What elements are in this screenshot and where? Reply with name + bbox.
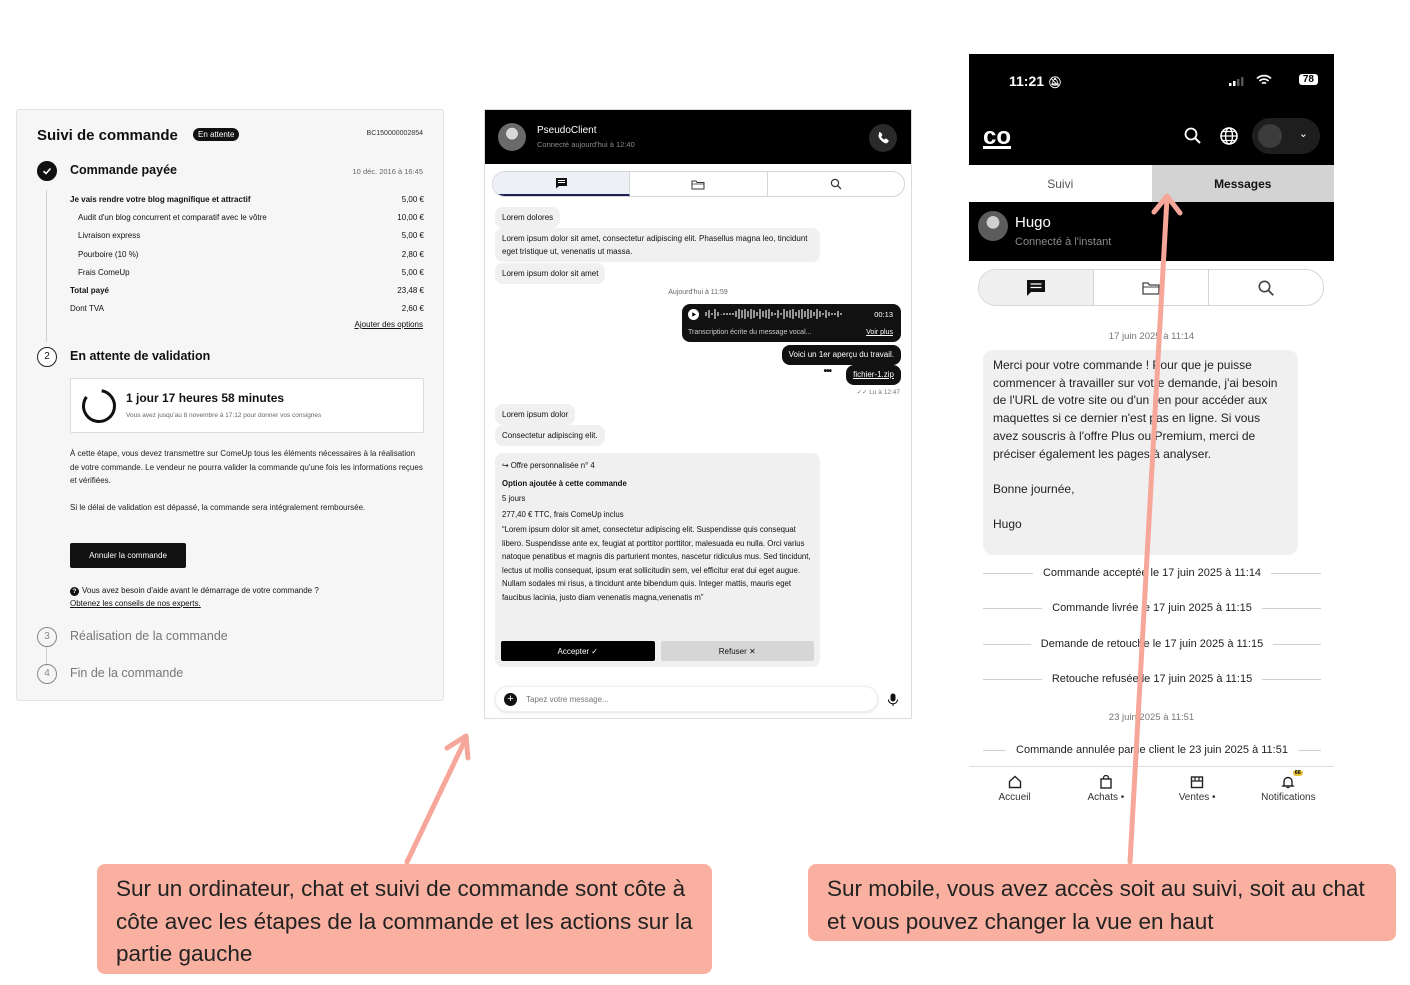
caption-desktop: Sur un ordinateur, chat et suivi de commande sont côte à côte avec les étapes de la commande et les actions sur la partie gauche bbox=[97, 864, 712, 974]
view-switch-tabs bbox=[969, 165, 1334, 202]
chat-tabs bbox=[978, 269, 1324, 306]
folder-icon bbox=[1142, 281, 1160, 295]
microphone-icon[interactable] bbox=[887, 693, 899, 707]
custom-offer-card bbox=[495, 453, 820, 667]
message-bubble: Merci pour votre commande ! Pour que je puisse commencer à travailler sur votre demande, j'ai besoin de l'URL de votre site ou d'un lien pour accéder aux maquettes si ce dernier n'est pas en ligne. Si vous avez souscris à l'offre Plus ou Premium, merci de préciser également les pages à analyser. Bonne journée, Hugo bbox=[983, 350, 1298, 555]
steps-connector-line bbox=[46, 190, 47, 342]
timer-ring-icon bbox=[81, 388, 117, 424]
order-line-main: Je vais rendre votre blog magnifique et attractif 5,00 € bbox=[70, 194, 424, 204]
step-2-number: 2 bbox=[37, 347, 57, 367]
avatar bbox=[1258, 124, 1282, 148]
step-3-label: Réalisation de la commande bbox=[70, 629, 228, 643]
countdown-title: 1 jour 17 heures 58 minutes bbox=[126, 391, 285, 405]
chat-contact-header bbox=[969, 202, 1334, 261]
play-icon[interactable] bbox=[688, 309, 699, 320]
instructions-text: À cette étape, vous devez transmettre sur ComeUp tous les éléments nécessaires à la réalisation de votre commande. Le vendeur ne pourra valider la commande qu'une fois les informations reçues et vérifiées. bbox=[70, 449, 423, 485]
step-2-label: En attente de validation bbox=[70, 349, 211, 363]
message-bubble: Consectetur adipiscing elit. bbox=[495, 425, 605, 446]
search-icon bbox=[830, 178, 842, 190]
message-bubble: Voici un 1er aperçu du travail. bbox=[782, 345, 901, 365]
folder-icon bbox=[691, 179, 705, 190]
voice-see-more-link[interactable]: Voir plus bbox=[866, 329, 893, 336]
bottom-navigation bbox=[969, 766, 1334, 822]
step-4-number: 4 bbox=[37, 664, 57, 684]
offer-price: 277,40 € TTC, frais ComeUp inclus bbox=[502, 509, 624, 519]
wifi-icon bbox=[1256, 74, 1272, 86]
more-options-icon[interactable]: ••• bbox=[823, 366, 831, 377]
offer-duration: 5 jours bbox=[502, 494, 526, 503]
add-attachment-icon[interactable]: + bbox=[504, 693, 517, 706]
globe-icon[interactable] bbox=[1219, 126, 1239, 146]
countdown-subtitle: Vous avez jusqu'au 8 novembre à 17:12 pour donner vos consignes bbox=[126, 412, 322, 419]
app-nav bbox=[969, 110, 1334, 165]
desktop-chat-panel bbox=[484, 109, 912, 719]
order-event: Commande livrée le 17 juin 2025 à 11:15 bbox=[983, 601, 1321, 615]
message-bubble: Lorem ipsum dolor sit amet, consectetur adipiscing elit. Phasellus magna leo, tincidunt eget tristique ut, venenatis ut massa. bbox=[495, 228, 820, 262]
contact-status: Connecté aujourd'hui à 12:40 bbox=[537, 140, 635, 149]
refund-text: Si le délai de validation est dépassé, la commande sera intégralement remboursée. bbox=[70, 503, 366, 512]
accept-offer-button[interactable]: Accepter ✓ bbox=[501, 641, 655, 661]
search-icon[interactable] bbox=[1183, 126, 1203, 146]
contact-name[interactable]: Hugo bbox=[1015, 214, 1051, 231]
help-text: Vous avez besoin d'aide avant le démarrage de votre commande ? bbox=[82, 586, 319, 595]
bell-icon bbox=[1281, 775, 1295, 789]
home-icon bbox=[1008, 775, 1022, 789]
message-bubble: Lorem dolores bbox=[495, 207, 560, 228]
order-line-option: Livraison express 5,00 € bbox=[78, 231, 424, 241]
voice-duration: 00:13 bbox=[874, 310, 893, 319]
order-id: BC150000002854 bbox=[366, 130, 423, 137]
order-line-tip: Pourboire (10 %) 2,80 € bbox=[78, 249, 424, 259]
chat-icon bbox=[1026, 279, 1046, 297]
signal-icon bbox=[1228, 76, 1244, 87]
step-1-check-icon bbox=[37, 161, 57, 181]
order-line-option: Audit d'un blog concurrent et comparatif avec le vôtre 10,00 € bbox=[78, 212, 424, 222]
chat-header bbox=[485, 110, 911, 164]
battery-indicator: 78 bbox=[1299, 74, 1318, 85]
avatar[interactable] bbox=[498, 123, 526, 151]
close-icon: ✕ bbox=[749, 646, 756, 656]
arrow-head bbox=[447, 736, 468, 758]
search-icon bbox=[1257, 279, 1275, 297]
shopping-bag-icon bbox=[1099, 775, 1113, 789]
contact-name[interactable]: PseudoClient bbox=[537, 125, 597, 136]
waveform-icon bbox=[704, 308, 859, 320]
status-bar bbox=[969, 54, 1334, 110]
chat-tabs bbox=[492, 171, 905, 197]
offer-actions bbox=[501, 641, 814, 661]
tab-search[interactable] bbox=[768, 172, 904, 196]
profile-menu[interactable] bbox=[1252, 118, 1320, 154]
message-composer bbox=[495, 686, 878, 712]
clock: 11:21 🔕︎ bbox=[1009, 73, 1062, 89]
tab-files[interactable] bbox=[630, 172, 767, 196]
step-3-number: 3 bbox=[37, 627, 57, 647]
check-icon: ✓ bbox=[591, 646, 598, 656]
order-line-fees: Frais ComeUp 5,00 € bbox=[78, 267, 424, 277]
order-tracking-panel bbox=[16, 109, 444, 701]
caption-mobile: Sur mobile, vous avez accès soit au suivi, soit au chat et vous pouvez changer la vue en haut bbox=[808, 864, 1396, 941]
help-icon: ? bbox=[70, 587, 79, 596]
add-options-link[interactable]: Ajouter des options bbox=[354, 320, 423, 329]
tab-files[interactable] bbox=[1094, 270, 1209, 305]
status-badge: En attente bbox=[193, 128, 239, 141]
voice-message bbox=[682, 304, 901, 342]
file-attachment[interactable] bbox=[846, 365, 901, 385]
tab-messages[interactable]: Messages bbox=[1152, 165, 1335, 202]
tab-messages[interactable] bbox=[493, 172, 630, 196]
order-total: Total payé 23,48 € bbox=[70, 286, 424, 296]
chat-icon bbox=[555, 177, 568, 189]
arrow-to-desktop bbox=[407, 738, 466, 862]
nav-notifications[interactable]: 66 Notifications bbox=[1261, 770, 1316, 803]
mobile-screen bbox=[969, 54, 1334, 824]
nav-home[interactable]: Accueil bbox=[969, 767, 1060, 822]
help-block bbox=[70, 584, 319, 610]
order-event: Commande annulée par le client le 23 juin 2025 à 11:51 bbox=[983, 743, 1321, 757]
phone-call-button[interactable] bbox=[869, 124, 897, 152]
offer-header: ↪ Offre personnalisée n° 4 bbox=[502, 461, 595, 470]
store-icon bbox=[1190, 775, 1204, 789]
offer-description: “Lorem ipsum dolor sit amet, consectetur adipiscing elit. Suspendisse quis consequat libero. Suspendisse ante ex, feugiat at porttitor porttitor, malesuada eu nulla. Orci varius natoque penatibus et magnis dis parturient montes, nascetur ridiculus mus. Sed tincidunt, lectus ut mollis consequat, ipsum erat sollicitudin sem, vel efficitur erat dui eget augue. Nullam sodales mi risus, a tincidunt ante bibendum quis. Integer mattis, mauris eget faucibus lacinia, justo diam venenatis magna,venenatis m” bbox=[502, 525, 811, 602]
avatar[interactable] bbox=[978, 211, 1008, 241]
message-bubble: Lorem ipsum dolor sit amet bbox=[495, 263, 605, 284]
message-bubble: Lorem ipsum dolor bbox=[495, 404, 575, 425]
step-4-label: Fin de la commande bbox=[70, 666, 184, 680]
offer-title: Option ajoutée à cette commande bbox=[502, 478, 627, 488]
notification-count-badge: 66 bbox=[1294, 770, 1301, 776]
cancel-order-button[interactable]: Annuler la commande bbox=[70, 543, 186, 568]
tab-search[interactable] bbox=[1209, 270, 1323, 305]
tab-messages[interactable] bbox=[979, 270, 1094, 305]
silent-bell-icon: 🔕︎ bbox=[1047, 77, 1062, 89]
voice-transcript: Transcription écrite du message vocal... bbox=[688, 329, 812, 336]
order-lines bbox=[70, 190, 424, 318]
order-tracking-title: Suivi de commande bbox=[37, 127, 178, 144]
order-event: Demande de retouche le 17 juin 2025 à 11:15 bbox=[983, 637, 1321, 651]
offer-arrow-icon: ↪ bbox=[502, 461, 511, 470]
message-input[interactable] bbox=[526, 692, 856, 707]
phone-icon bbox=[869, 124, 897, 152]
countdown-box bbox=[70, 378, 424, 433]
app-logo[interactable]: co bbox=[983, 123, 1012, 150]
nav-purchases[interactable]: Achats • bbox=[1060, 767, 1151, 822]
message-date: 23 juin 2025 à 11:51 bbox=[1108, 712, 1195, 723]
double-check-icon: ✓✓ bbox=[856, 389, 870, 396]
refuse-offer-button[interactable]: Refuser ✕ bbox=[661, 641, 815, 661]
message-date: 17 juin 2025 à 11:14 bbox=[1108, 331, 1195, 342]
message-date: Aujourd'hui à 11:59 bbox=[668, 289, 728, 296]
step-1-label: Commande payée bbox=[70, 163, 177, 177]
expert-advice-link[interactable]: Obtenez les conseils de nos experts. bbox=[70, 599, 201, 608]
contact-status: Connecté à l'instant bbox=[1015, 236, 1112, 248]
nav-sales[interactable]: Ventes • bbox=[1152, 767, 1243, 822]
step-1-date: 10 déc. 2016 à 16:45 bbox=[352, 167, 423, 176]
chevron-down-icon: ⌄ bbox=[1298, 128, 1308, 140]
order-event: Retouche refusée le 17 juin 2025 à 11:15 bbox=[983, 672, 1321, 686]
order-vat: Dont TVA 2,60 € bbox=[70, 304, 424, 314]
tab-suivi[interactable]: Suivi bbox=[969, 165, 1152, 202]
read-receipt: ✓✓ Lu à 12:47 bbox=[856, 389, 900, 396]
order-event: Commande acceptée le 17 juin 2025 à 11:14 bbox=[983, 566, 1321, 580]
file-name-link[interactable]: fichier-1.zip bbox=[853, 370, 894, 379]
